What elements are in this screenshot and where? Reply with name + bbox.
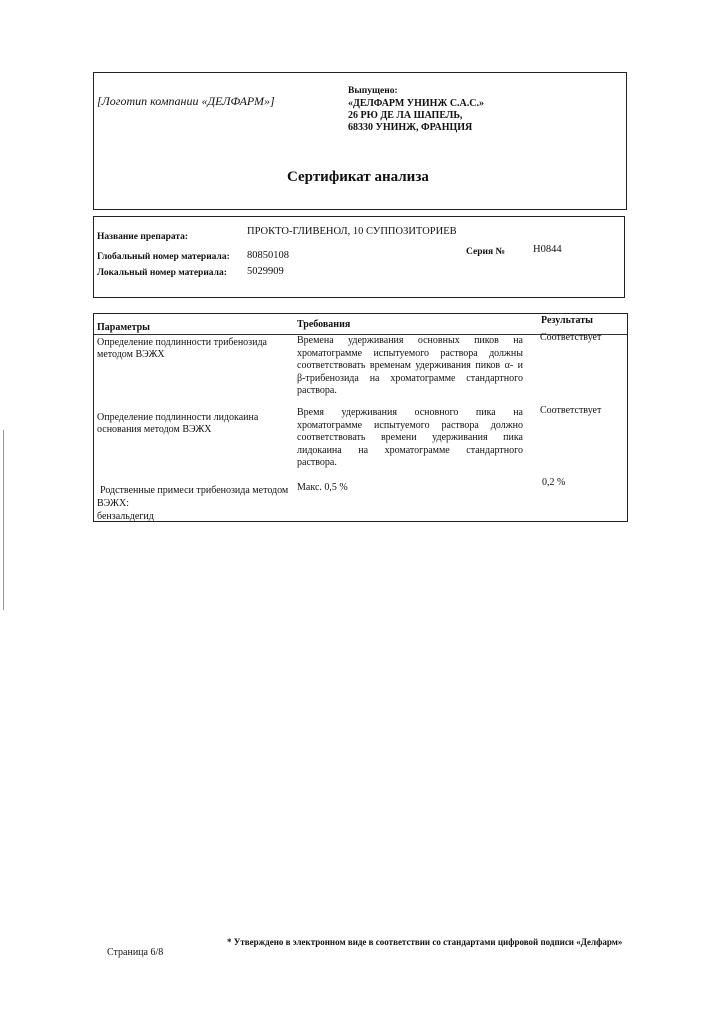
requirement-line: β-трибенозида на хроматограмме стандартного: [297, 372, 523, 384]
page-title: Сертификат анализа: [287, 169, 429, 185]
requirement-line: хроматограмме испытуемого раствора должны: [297, 347, 523, 359]
table-row-parameter: Определение подлинности лидокаина: [97, 412, 259, 423]
table-row-parameter: Родственные примеси трибенозида методом: [100, 485, 289, 496]
series-label: Серия №: [466, 247, 506, 257]
issuer-line: «ДЕЛФАРМ УНИНЖ С.А.С.»: [348, 98, 485, 109]
local-material-value: 5029909: [247, 266, 284, 277]
table-row-result: Соответствует: [540, 405, 602, 416]
series-value: H0844: [533, 244, 562, 255]
requirement-line: соответствовать времени удерживания пика: [297, 432, 523, 443]
global-material-label: Глобальный номер материала:: [97, 252, 230, 262]
table-row-parameter: методом ВЭЖХ: [97, 349, 165, 360]
requirement-line: Время удерживания основного пика на: [297, 407, 523, 418]
table-row-requirement: Макс. 0,5 %: [297, 482, 348, 493]
requirement-line: раствора.: [297, 457, 337, 468]
table-row-parameter: бензальдегид: [97, 511, 154, 522]
table-row-requirement: [297, 335, 523, 398]
requirement-line: лидокаина на хроматограмме стандартного: [297, 444, 523, 456]
requirement-line: Времена удерживания основных пиков на: [297, 335, 523, 346]
table-row-parameter: Определение подлинности трибенозида: [97, 337, 267, 348]
logo-placeholder: [Логотип компании «ДЕЛФАРМ»]: [97, 94, 275, 108]
product-label: Название препарата:: [97, 232, 189, 242]
local-material-label: Локальный номер материала:: [97, 268, 227, 278]
page-number: Страница 6/8: [107, 947, 164, 958]
column-header-results: Результаты: [541, 315, 593, 326]
global-material-value: 80850108: [247, 250, 289, 261]
table-row-requirement: [297, 407, 523, 470]
scan-edge: [3, 430, 4, 610]
column-header-parameters: Параметры: [97, 322, 150, 333]
table-row-parameter: ВЭЖХ:: [97, 498, 129, 509]
requirement-line: раствора.: [297, 385, 337, 396]
product-value: ПРОКТО-ГЛИВЕНОЛ, 10 СУППОЗИТОРИЕВ: [247, 226, 457, 237]
table-row-result: Соответствует: [540, 332, 602, 343]
footer-note: * Утверждено в электронном виде в соответствии со стандартами цифровой подписи «Делфарм»: [227, 937, 623, 947]
table-row-result: 0,2 %: [542, 477, 566, 488]
requirement-line: соответствовать временам удерживания пиков α- и: [297, 360, 523, 371]
requirement-line: хроматограмме испытуемого раствора должно: [297, 419, 523, 431]
issuer-line: 26 РЮ ДЕ ЛА ШАПЕЛЬ,: [348, 110, 463, 121]
issuer-line: 68330 УНИНЖ, ФРАНЦИЯ: [348, 122, 473, 133]
issued-label: Выпущено:: [348, 86, 398, 96]
column-header-requirements: Требования: [297, 319, 351, 330]
table-row-parameter: основания методом ВЭЖХ: [97, 424, 212, 435]
